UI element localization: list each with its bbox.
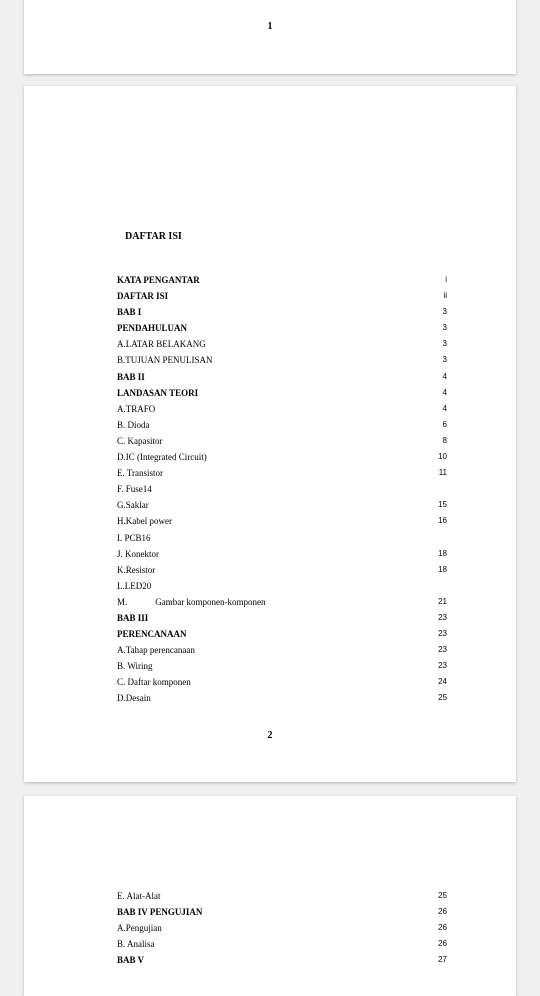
- toc-entry-text: L.LED20: [117, 580, 152, 591]
- toc-entry: [117, 674, 447, 690]
- toc-entry-page: 26: [438, 939, 447, 949]
- toc-entry: [117, 352, 447, 368]
- toc-entry-page: 21: [438, 596, 447, 606]
- toc-entry-page: 26: [438, 907, 447, 917]
- toc-entry-text: BAB I: [117, 307, 142, 318]
- page-number: 2: [267, 730, 273, 741]
- toc-entry-page: 23: [438, 661, 447, 671]
- toc-entry: [117, 642, 447, 658]
- page-number: 1: [267, 21, 273, 32]
- toc-entry-text: B. Dioda: [117, 419, 150, 430]
- toc-entry-page: 16: [438, 516, 447, 526]
- toc-entry: [117, 562, 447, 578]
- toc-entry-text: M.: [117, 596, 128, 607]
- toc-entry: [117, 385, 447, 401]
- toc-entry: [117, 936, 447, 952]
- toc-entry-page: 4: [442, 403, 447, 413]
- toc-entry-text: A.LATAR BELAKANG: [117, 339, 206, 350]
- toc-entry-text: A.TRAFO: [117, 403, 156, 414]
- toc-entry: [117, 658, 447, 674]
- toc-entry-page: i: [445, 275, 447, 284]
- toc-entry: [117, 433, 447, 449]
- toc-entry: [117, 369, 447, 385]
- toc-entry-text: KATA PENGANTAR: [117, 275, 200, 285]
- toc-entry: [117, 288, 447, 304]
- toc-entry-text: PENDAHULUAN: [117, 323, 188, 334]
- toc-entry: [117, 594, 447, 610]
- toc-entry-text: BAB III: [117, 612, 149, 623]
- toc-entry-text: Gambar komponen-komponen: [155, 596, 266, 607]
- toc-entry: [117, 272, 447, 288]
- toc-entry-text: E. Transistor: [117, 468, 164, 479]
- toc-entry: [117, 920, 447, 936]
- toc-entry-text: H.Kabel power: [117, 516, 172, 527]
- toc-entry-page: 6: [442, 419, 447, 429]
- toc-entry-text: BAB II: [117, 371, 145, 382]
- toc-entry-text: I. PCB16: [117, 532, 151, 543]
- toc-entry: [117, 465, 447, 481]
- toc-entry-text: BAB IV PENGUJIAN: [117, 907, 203, 918]
- toc-entry: [117, 320, 447, 336]
- toc-entry-page: 18: [438, 564, 447, 574]
- toc-entry-page: 27: [438, 955, 447, 965]
- toc-entry-page: ii: [443, 291, 447, 301]
- toc-entry-text: E. Alat-Alat: [117, 891, 161, 901]
- toc-list: [117, 888, 447, 968]
- toc-entry: [117, 530, 447, 546]
- toc-entry-page: 15: [438, 500, 447, 510]
- toc-entry-page: 3: [442, 339, 447, 349]
- toc-entry: [117, 513, 447, 529]
- toc-entry: [117, 417, 447, 433]
- toc-list: [117, 272, 447, 707]
- toc-entry: [117, 304, 447, 320]
- toc-entry-text: A.Pengujian: [117, 923, 162, 934]
- toc-entry-page: 3: [442, 307, 447, 317]
- toc-entry-text: D.Desain: [117, 693, 151, 704]
- toc-entry-text: D.IC (Integrated Circuit): [117, 452, 207, 463]
- toc-entry: [117, 481, 447, 497]
- document-page-2: [24, 86, 516, 782]
- document-page-3: [24, 796, 516, 996]
- toc-entry: [117, 401, 447, 417]
- toc-entry: [117, 626, 447, 642]
- toc-entry: [117, 690, 447, 706]
- toc-entry-page: 23: [438, 645, 447, 655]
- toc-entry-page: 4: [442, 371, 447, 381]
- toc-entry-text: K.Resistor: [117, 564, 156, 575]
- toc-entry-page: 24: [438, 677, 447, 687]
- toc-entry-page: 3: [442, 323, 447, 333]
- toc-entry: [117, 497, 447, 513]
- toc-entry-text: B. Analisa: [117, 939, 155, 950]
- toc-entry-text: B. Wiring: [117, 661, 153, 672]
- toc-entry-page: 10: [438, 452, 447, 462]
- toc-entry-text: B.TUJUAN PENULISAN: [117, 355, 213, 366]
- toc-entry-text: C. Kapasitor: [117, 435, 163, 446]
- toc-entry-page: 4: [442, 387, 447, 397]
- toc-entry-page: 8: [442, 435, 447, 445]
- toc-entry: [117, 610, 447, 626]
- toc-entry: [117, 546, 447, 562]
- toc-entry-text: A.Tahap perencanaan: [117, 645, 195, 656]
- toc-entry-text: F. Fuse14: [117, 484, 152, 495]
- toc-entry-text: LANDASAN TEORI: [117, 387, 199, 398]
- toc-entry-page: 3: [442, 355, 447, 365]
- toc-entry-text: PERENCANAAN: [117, 629, 187, 640]
- toc-entry-page: 25: [438, 891, 447, 900]
- toc-entry-page: 23: [438, 612, 447, 622]
- toc-entry-page: 25: [438, 693, 447, 703]
- toc-entry: [117, 578, 447, 594]
- toc-entry-page: 18: [438, 548, 447, 558]
- toc-entry-page: 23: [438, 629, 447, 639]
- toc-entry-page: 26: [438, 923, 447, 933]
- toc-entry-text: J. Konektor: [117, 548, 159, 559]
- toc-entry-text: DAFTAR ISI: [117, 291, 169, 302]
- toc-entry: [117, 904, 447, 920]
- toc-entry-page: 11: [438, 468, 447, 478]
- document-page-1: [24, 0, 516, 74]
- toc-entry: [117, 336, 447, 352]
- toc-entry-text: G.Saklar: [117, 500, 149, 511]
- toc-entry-text: BAB V: [117, 955, 145, 966]
- toc-title: DAFTAR ISI: [125, 231, 182, 242]
- toc-entry: [117, 449, 447, 465]
- toc-entry: [117, 888, 447, 904]
- toc-entry-text: C. Daftar komponen: [117, 677, 191, 688]
- toc-entry: [117, 952, 447, 968]
